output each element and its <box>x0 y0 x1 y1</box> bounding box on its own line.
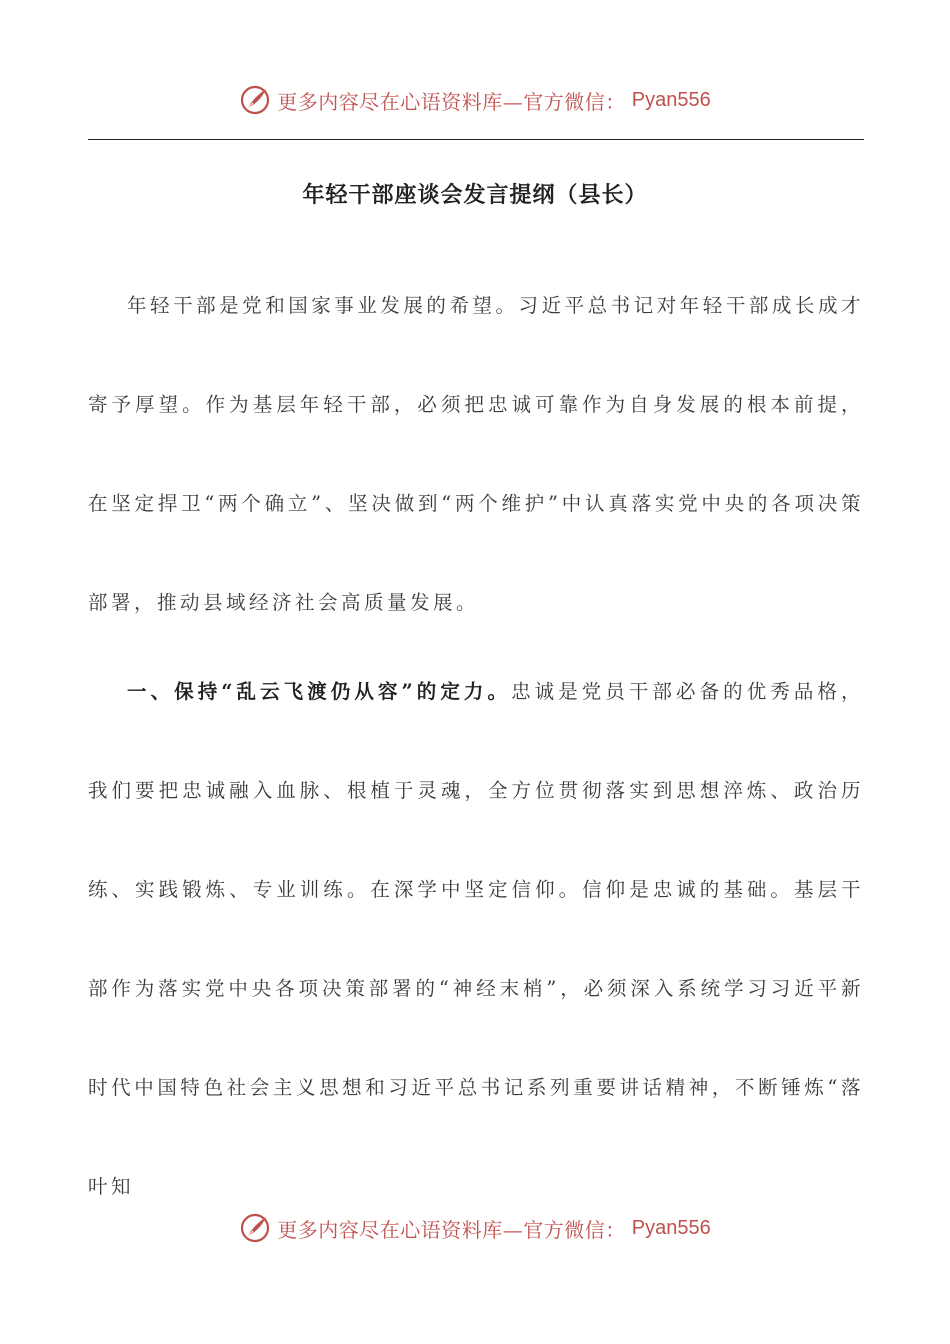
footer-brand <box>0 1212 950 1244</box>
document-title: 年轻干部座谈会发言提纲（县长） <box>302 182 648 208</box>
header-divider <box>88 139 864 140</box>
paragraph-intro <box>88 256 864 652</box>
section-one-text: 忠诚是党员干部必备的优秀品格，我们要把忠诚融入血脉、根植于灵魂，全方位贯彻落实到思想淬炼、政治历练、实践锻炼、专业训练。在深学中坚定信仰。信仰是忠诚的基础。基层干部作为落实党中央各项决策部署的“神经末梢”，必须深入系统学习习近平新时代中国特色社会主义思想和习近平总书记系列重要讲话精神，不断锤炼“落叶知 <box>88 679 864 1198</box>
paragraph-intro-text: 年轻干部是党和国家事业发展的希望。习近平总书记对年轻干部成长成才寄予厚望。作为基层年轻干部，必须把忠诚可靠作为自身发展的根本前提，在坚定捍卫“两个确立”、坚决做到“两个维护”中认真落实党中央的各项决策部署，推动县域经济社会高质量发展。 <box>88 293 864 614</box>
footer-brand-text: 更多内容尽在心语资料库—官方微信： <box>277 1217 626 1242</box>
header-brand <box>0 84 950 116</box>
header-brand-text: 更多内容尽在心语资料库—官方微信： <box>277 89 626 114</box>
header-brand-id: Pyan556 <box>631 88 711 111</box>
footer-brand-id: Pyan556 <box>631 1216 711 1239</box>
section-one-heading: 一、保持“乱云飞渡仍从容”的定力。 <box>127 679 512 703</box>
quill-pen-logo-icon <box>239 1212 271 1244</box>
paragraph-section-one <box>88 642 864 1236</box>
quill-pen-logo-icon <box>239 84 271 116</box>
